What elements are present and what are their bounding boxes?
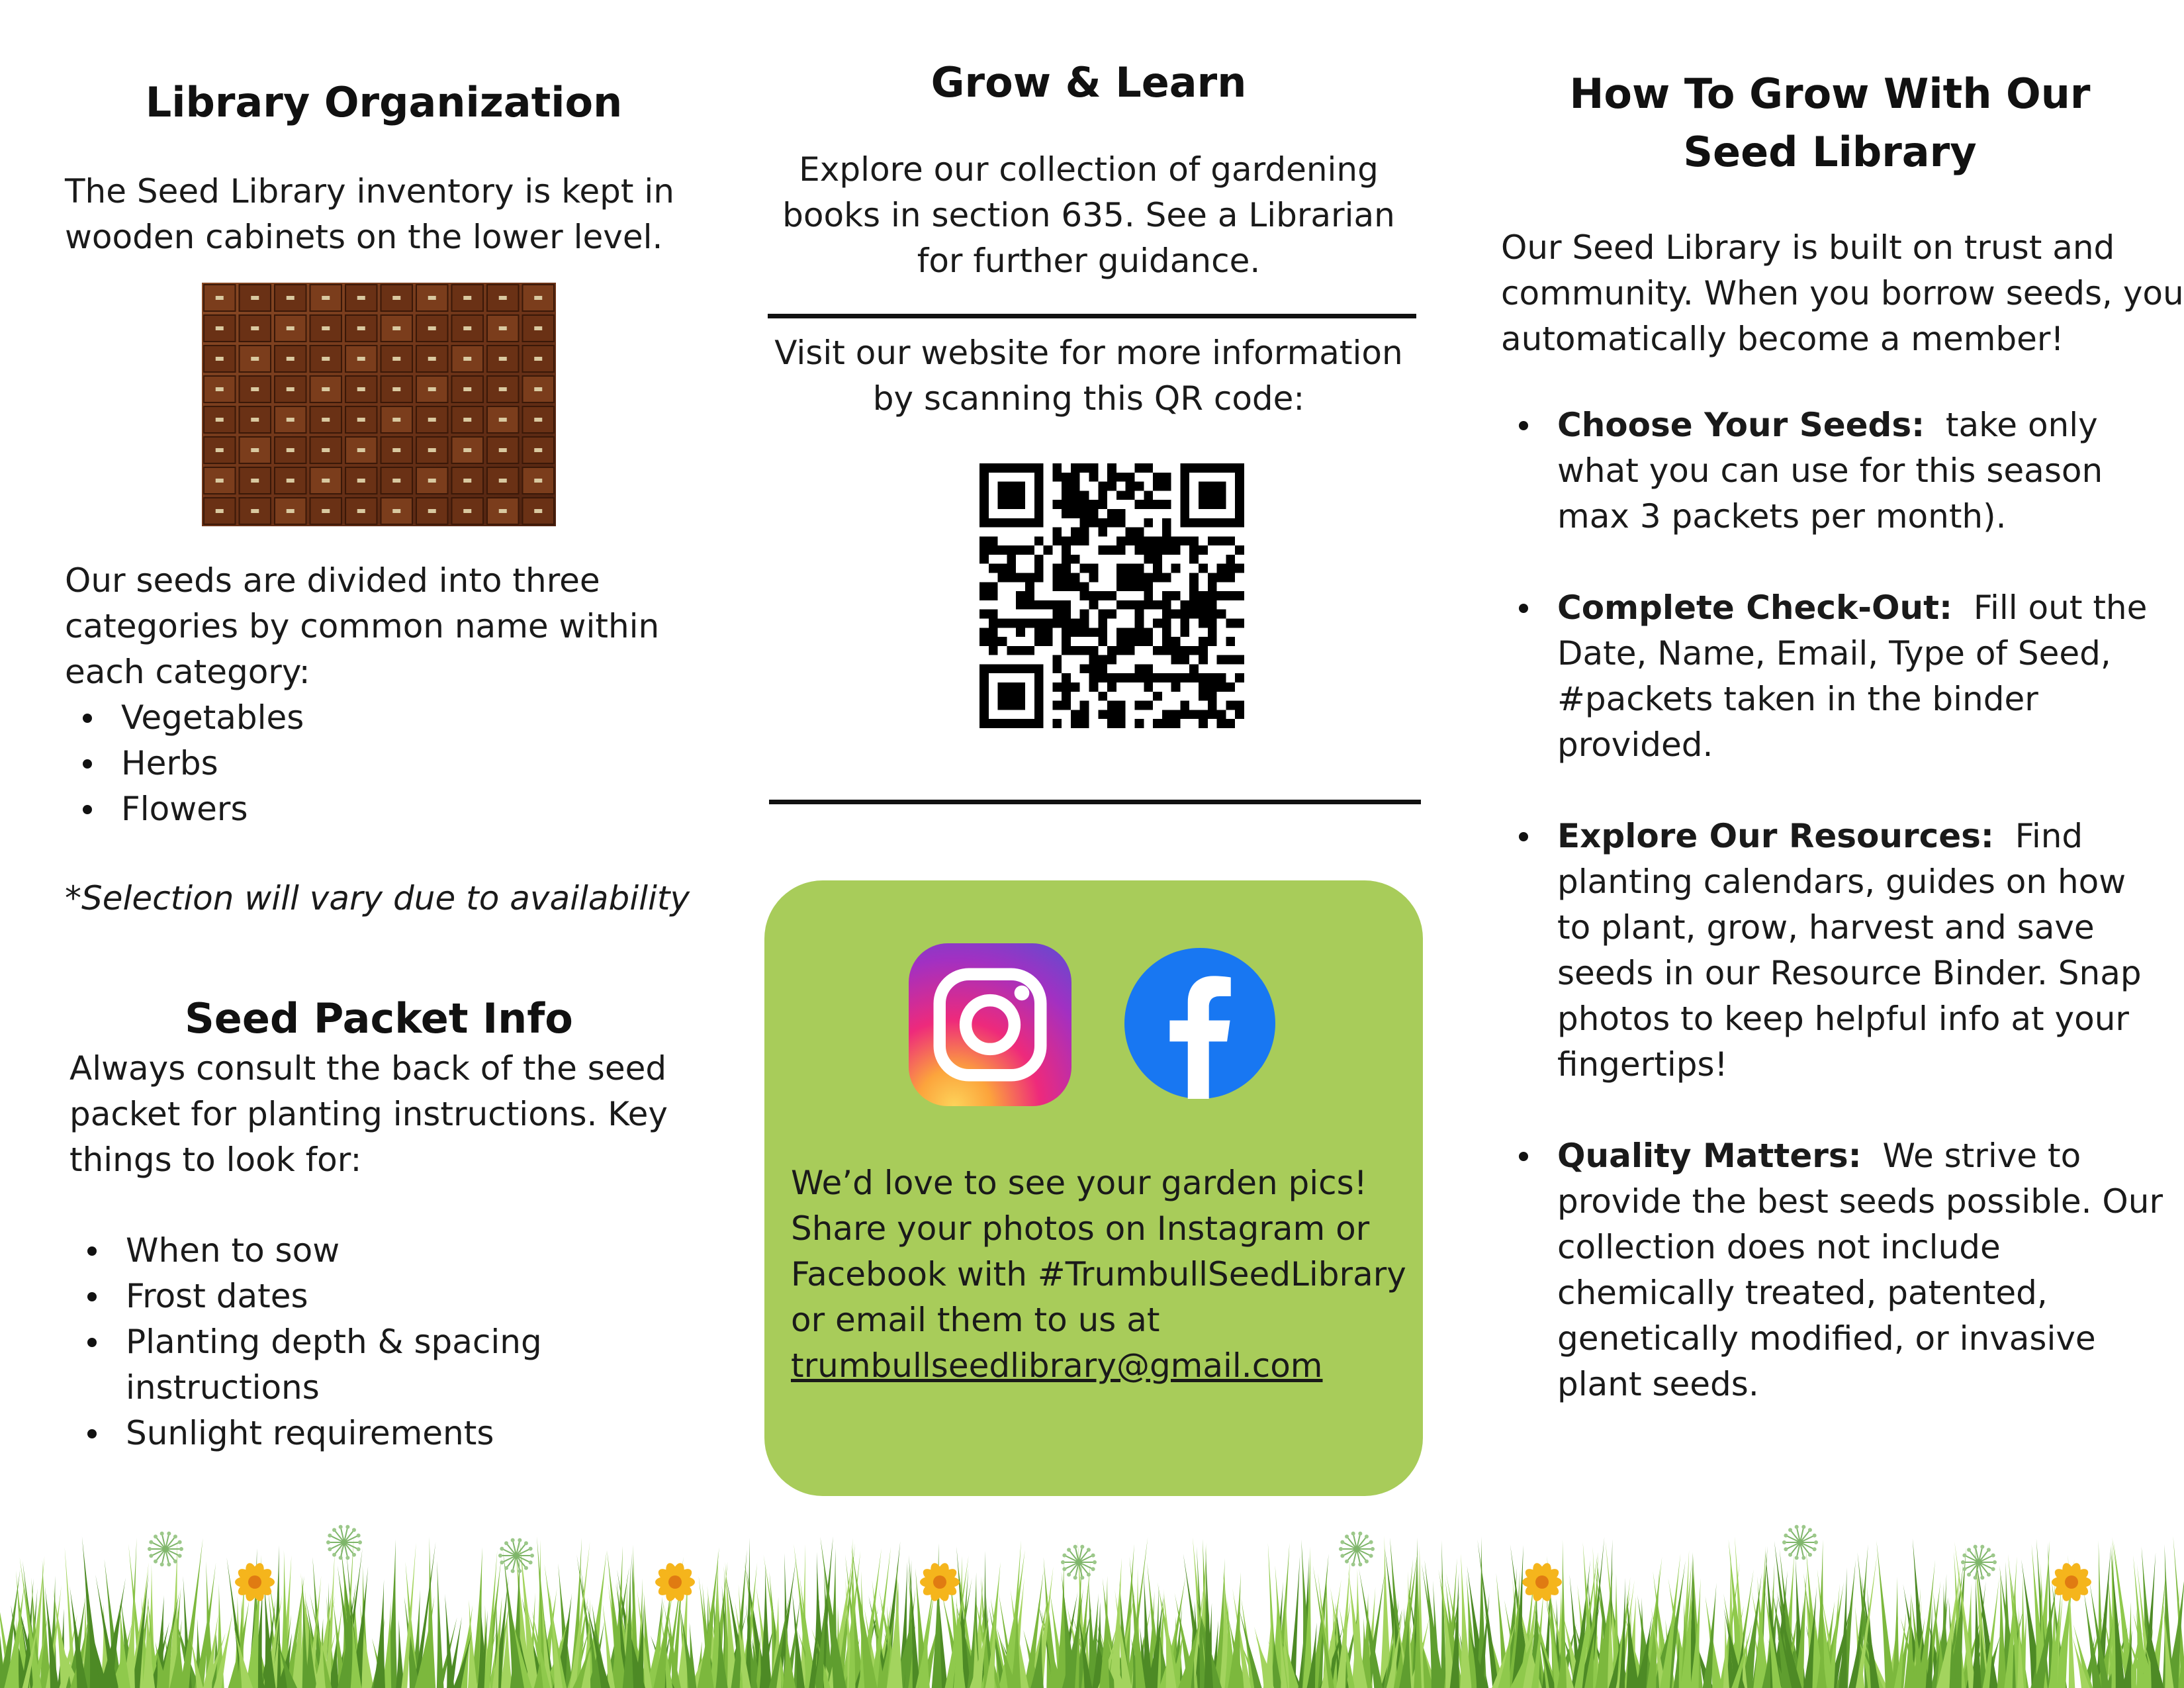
list-item: Sunlight requirements [126,1411,708,1456]
email-link[interactable]: trumbullseedlibrary@gmail.com [791,1346,1323,1385]
availability-note: *Selection will vary due to availability [65,879,690,917]
list-item [1557,1133,2166,1407]
list-item: Vegetables [121,695,304,741]
grass-flowers-footer-image [0,1503,2184,1688]
wooden-seed-cabinet-image [202,283,556,526]
how-to-grow-heading-line1: How To Grow With Our [1569,70,2091,118]
step-label: Choose Your Seeds: [1557,406,1925,444]
library-organization-heading: Library Organization [145,78,623,126]
divider [768,314,1416,318]
how-to-grow-heading [1499,65,2161,181]
list-item [1557,814,2166,1088]
visit-website-text: Visit our website for more information by scanning this QR code: [774,334,1403,418]
list-item: Flowers [121,786,304,832]
instagram-icon[interactable] [909,943,1071,1106]
list-item [1557,585,2166,768]
social-share-message: We’d love to see your garden pics! Share your photos on Instagram or Facebook with #TrumbullSeedLibrary or email them to us at [791,1164,1406,1339]
list-item [1557,402,2166,539]
list-item: Frost dates [126,1274,708,1319]
list-item: Planting depth & spacing instructions [126,1319,708,1411]
grow-learn-heading: Grow & Learn [931,58,1247,107]
list-item: Herbs [121,741,304,786]
list-item: When to sow [126,1228,708,1274]
categories-intro: Our seeds are divided into three categories by common name within each category: [65,561,660,691]
step-text: take only what you can use for this season max 3 packets per month). [1557,406,2103,536]
how-to-grow-steps [1557,402,2166,1453]
social-share-box [764,880,1423,1496]
step-text: Fill out the Date, Name, Email, Type of Seed, #packets taken in the binder provided. [1557,588,2148,764]
step-text: Find planting calendars, guides on how to plant, grow, harvest and save seeds in our Resource Binder. Snap photos to keep helpful info at your fingertips! [1557,817,2142,1084]
social-share-text [791,1160,1426,1389]
step-text: We strive to provide the best seeds possible. Our collection does not include chemically treated, patented, genetically modified, or invasive plant seeds. [1557,1137,2163,1403]
qr-code-icon[interactable] [979,463,1244,728]
category-list [121,695,304,832]
grow-learn-text: Explore our collection of gardening books in section 635. See a Librarian for further guidance. [782,150,1395,280]
seed-packet-list [126,1228,708,1456]
how-to-grow-heading-line2: Seed Library [1683,128,1977,176]
seed-packet-heading: Seed Packet Info [185,994,573,1043]
facebook-icon[interactable] [1124,948,1275,1099]
step-label: Quality Matters: [1557,1137,1862,1175]
step-label: Complete Check-Out: [1557,588,1953,627]
divider [769,800,1421,804]
library-organization-intro: The Seed Library inventory is kept in wooden cabinets on the lower level. [65,172,674,256]
seed-packet-intro: Always consult the back of the seed packet for planting instructions. Key things to look for: [69,1049,668,1179]
how-to-grow-intro: Our Seed Library is built on trust and community. When you borrow seeds, you automatically become a member! [1501,228,2184,358]
step-label: Explore Our Resources: [1557,817,1994,855]
